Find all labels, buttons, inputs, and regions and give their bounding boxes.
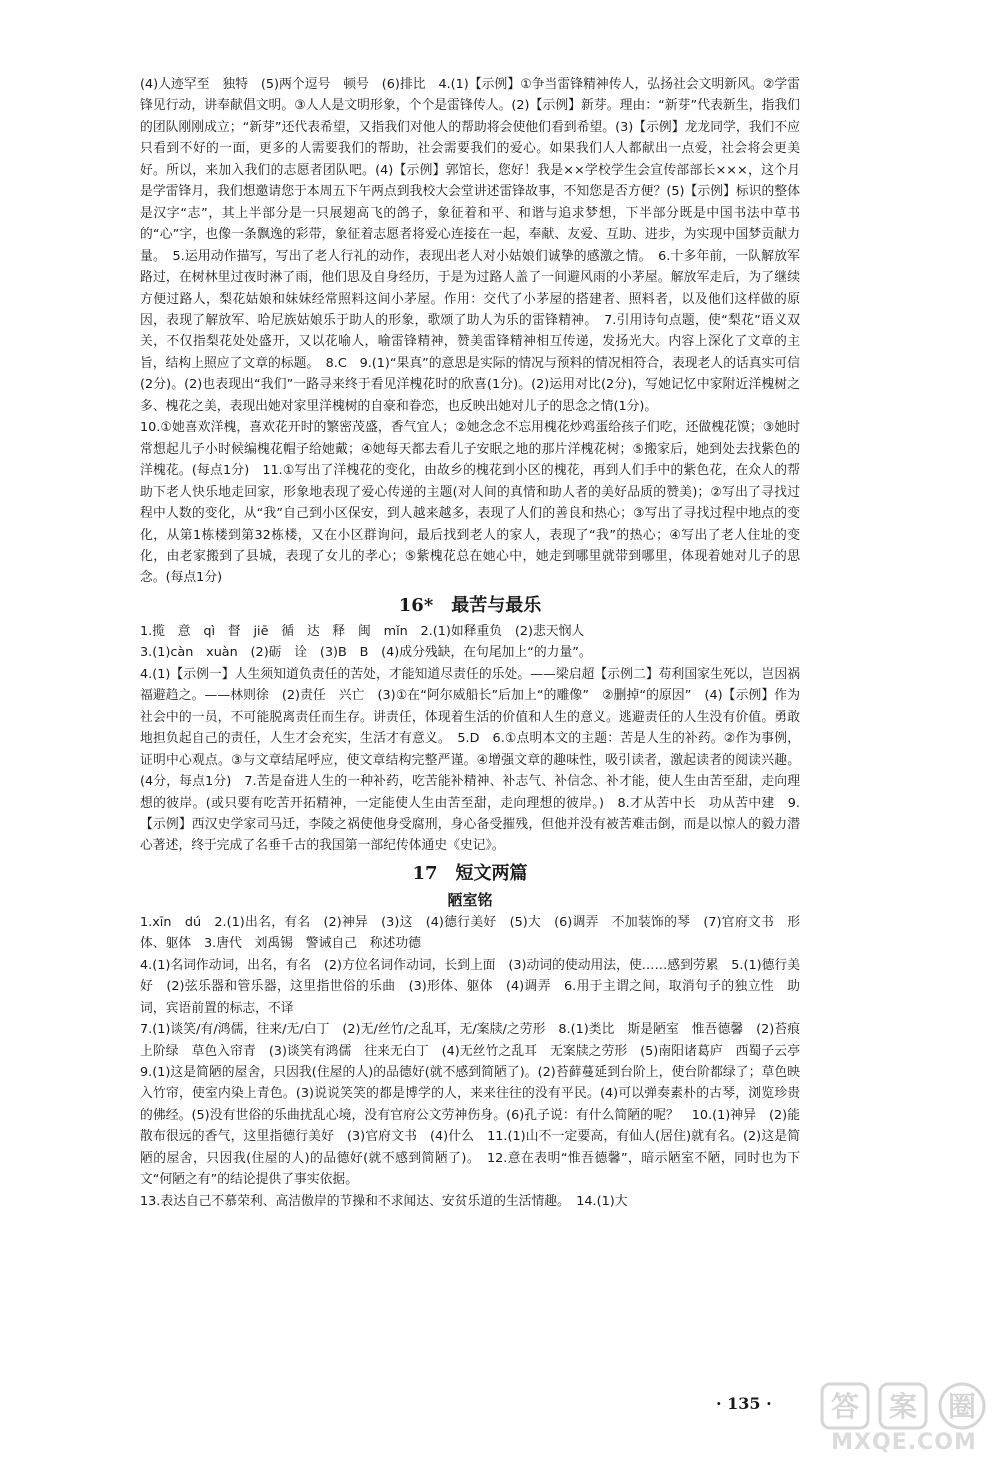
section17-para-3: 7.(1)谈笑/有/鸿儒，往来/无/白丁 (2)无/丝竹/之乱耳，无/案牍/之劳形 8.(1)类比 斯是陋室 惟吾德馨 (2)苔痕上阶绿 草色入帘青 (3)谈笑有鸿儒 往来无白丁 (4)无丝竹之乱耳 无案牍之劳形 (5)南阳诸葛庐 西蜀子云亭 9.(1)这是简陋的屋舍，只因我(住屋的人)的品德好(就不感到简陋了)。(2)苔藓蔓延到台阶上，使台阶都绿了；草色映入竹帘，使室内染上青色。(3)说说笑笑的都是博学的人，来来往往的没有平民。(4)可以弹奏素朴的古琴，浏览珍贵的佛经。(5)没有世俗的乐曲扰乱心境，没有官府公文劳神伤身。(6)孔子说：有什么简陋的呢？ 10.(1)神异 (2)能散布很远的香气，这里指德行美好 (3)官府文书 (4)什么 11.(1)山不一定要高，有仙人(居住)就有名。(2)这是简陋的屋舍，只因我(住屋的人)的品德好(就不感到简陋了)。 12.意在表明“惟吾德馨”，暗示陋室不陋，同时也为下文“何陋之有”的结论提供了事实依据。: [140, 1022, 813, 1188]
answer-page: [140, 74, 813, 1212]
section17-title: 17 短文两篇: [412, 862, 528, 884]
svg-text:案: 案: [888, 1390, 918, 1423]
watermark-site-text: MXQE.COM: [831, 1430, 977, 1455]
page-number: · 135 ·: [716, 1394, 772, 1413]
section16-para-1: 1.揽 意 qì 督 jiē 循 达 释 闽 mǐn 2.(1)如释重负 (2)悲天悯人: [140, 623, 585, 639]
section16-title: 16* 最苦与最乐: [398, 594, 542, 616]
section15-para-1: (4)人迹罕至 独特 (5)两个逗号 顿号 (6)排比 4.(1)【示例】①争当雷锋精神传人，弘扬社会文明新风。②学雷锋见行动，讲奉献倡文明。③人人是文明形象，个个是雷锋传人。(2)【示例】新芽。理由：“新芽”代表新生，指我们的团队刚刚成立；“新芽”还代表希望，又指我们对他人的帮助将会使他们看到希望。(3)【示例】龙龙同学，我们不应只看到不好的一面，更多的人需要我们的帮助，社会需要我们的爱心。如果我们人人都献出一点爱，社会将会更美好。所以，来加入我们的志愿者团队吧。(4)【示例】郭馆长，您好！我是××学校学生会宣传部部长×××，这个月是学雷锋月，我们想邀请您于本周五下午两点到我校大会堂讲述雷锋故事，不知您是否方便？(5)【示例】标识的整体是汉字“志”，其上半部分是一只展翅高飞的鸽子，象征着和平、和谐与追求梦想，下半部分既是中国书法中草书的“心”字，也像一条飘逸的彩带，象征着志愿者将爱心连接在一起，奉献、友爱、互助、进步，为实现中国梦贡献力量。 5.运用动作描写，写出了老人行礼的动作，表现出老人对小姑娘们诚挚的感激之情。 6.十多年前，一队解放军路过，在树林里过夜时淋了雨，他们思及自身经历，于是为过路人盖了一间避风雨的小茅屋。解放军走后，为了继续方便过路人，梨花姑娘和妹妹经常照料这间小茅屋。作用：交代了小茅屋的搭建者、照料者，以及他们这样做的原因，表现了解放军、哈尼族姑娘乐于助人的形象，歌颂了助人为乐的雷锋精神。 7.引用诗句点题，使“梨花”语义双关，不仅指梨花处处盛开，又以花喻人，喻雷锋精神，赞美雷锋精神相互传递，发扬光大。内容上深化了文章的主旨，结构上照应了文章的标题。 8.C 9.(1)“果真”的意思是实际的情况与预料的情况相符合，表现老人的话真实可信(2分)。(2)也表现出“我们”一路寻来终于看见洋槐花时的欣喜(1分)。(2)运用对比(2分)，写她记忆中家附近洋槐树之多、槐花之美，表现出她对家里洋槐树的自豪和眷恋，也反映出她对儿子的思念之情(1分)。: [140, 77, 800, 414]
section17-para-1: 1.xīn dú 2.(1)出名，有名 (2)神异 (3)这 (4)德行美好 (5)大 (6)调弄 不加装饰的琴 (7)官府文书 形体、躯体 3.唐代 刘禹锡 警诫自己 称述功德: [140, 914, 800, 952]
section16-para-2: 3.(1)càn xuàn (2)砺 诠 (3)B B (4)成分残缺，在句尾加上“的力量”。: [140, 645, 592, 661]
svg-text:答: 答: [830, 1390, 860, 1423]
svg-text:圈: 圈: [947, 1390, 977, 1423]
watermark-logo-icon: [820, 1380, 988, 1432]
section15-para-2: 10.①她喜欢洋槐，喜欢花开时的繁密茂盛，香气宜人；②她念念不忘用槐花炒鸡蛋给孩子们吃，还做槐花馍；③她时常想起儿子小时候编槐花帽子给她戴；④她每天都去看儿子安眠之地的那片洋槐花树；⑤搬家后，她到处去找紫色的洋槐花。(每点1分) 11.①写出了洋槐花的变化，由故乡的槐花到小区的槐花，再到人们手中的紫色花，在众人的帮助下老人快乐地走回家，形象地表现了爱心传递的主题(对人间的真情和助人者的美好品质的赞美)；②写出了寻找过程中人数的变化，从“我”自己到小区保安，到人越来越多，表现了人们的善良和热心；③写出了寻找过程中地点的变化，从第1栋楼到第32栋楼，又在小区群询问，最后找到老人的家人，表现了“我”的热心；④写出了老人住址的变化，由老家搬到了县城，表现了女儿的孝心；⑤紫槐花总在她心中，她走到哪里就带到哪里，体现着她对儿子的思念。(每点1分): [140, 420, 800, 586]
section17-subtitle: 陋室铭: [447, 890, 493, 909]
section17-para-2: 4.(1)名词作动词，出名，有名 (2)方位名词作动词，长到上面 (3)动词的使动用法，使……感到劳累 5.(1)德行美好 (2)弦乐器和管乐器，这里指世俗的乐曲 (3)形体、躯体 (4)调弄 6.用于主谓之间，取消句子的独立性 助词，宾语前置的标志，不译: [140, 957, 800, 1016]
section17-para-4: 13.表达自己不慕荣利、高洁傲岸的节操和不求闻达、安贫乐道的生活情趣。 14.(1)大: [140, 1193, 628, 1209]
site-watermark: [820, 1380, 988, 1460]
section16-para-3: 4.(1)【示例一】人生须知道负责任的苦处，才能知道尽责任的乐处。——梁启超【示例二】苟利国家生死以，岂因祸福避趋之。——林则徐 (2)责任 兴亡 (3)①在“阿尔威船长”后加上“的雕像” ②删掉“的原因” (4)【示例】作为社会中的一员，不可能脱离责任而生存。讲责任，体现着生活的价值和人生的意义。逃避责任的人生没有价值。勇敢地担负起自己的责任，人生才会充实，生活才有意义。 5.D 6.①点明本文的主题：苦是人生的补药。②作为事例，证明中心观点。③与文章结尾呼应，使文章结构完整严谨。④增强文章的趣味性，吸引读者，激起读者的阅读兴趣。(4分，每点1分) 7.苦是奋进人生的一种补药，吃苦能补精神、补志气、补信念、补才能，使人生由苦至甜，走向理想的彼岸。(或只要有吃苦开拓精神，一定能使人生由苦至甜，走向理想的彼岸。) 8.才从苦中长 功从苦中建 9.【示例】西汉史学家司马迁，李陵之祸使他身受腐刑，身心备受摧残，但他并没有被苦难击倒，而是以惊人的毅力潜心著述，终于完成了名垂千古的我国第一部纪传体通史《史记》。: [140, 666, 800, 854]
